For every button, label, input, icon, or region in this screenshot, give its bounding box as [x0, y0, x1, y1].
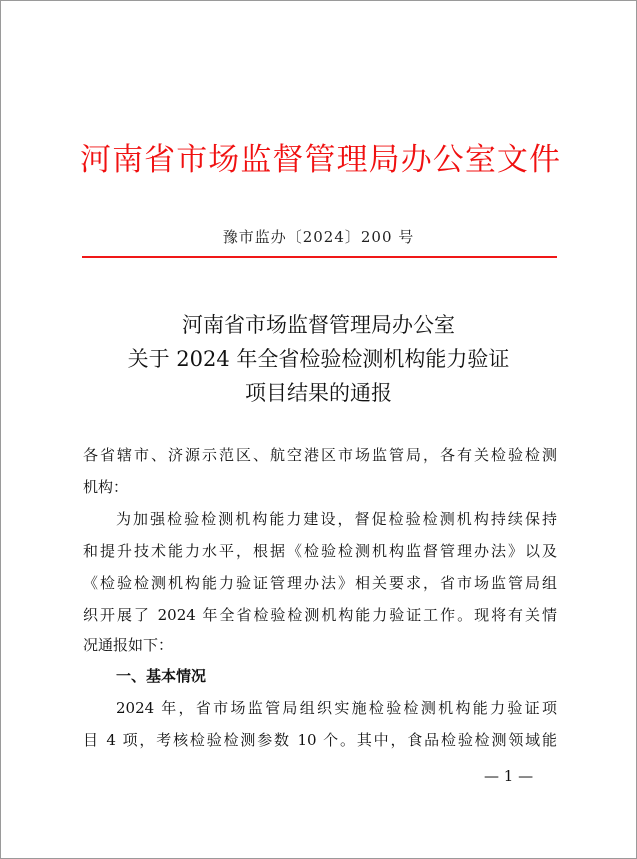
body-line: 织开展了 2024 年全省检验检测机构能力验证工作。现将有关情: [83, 606, 557, 624]
body-line: 《检验检测机构能力验证管理办法》相关要求，省市场监管局组: [83, 574, 557, 592]
page-number: — 1 —: [484, 767, 534, 785]
body-line: 况通报如下：: [83, 636, 174, 654]
title-line-3: 项目结果的通报: [245, 381, 392, 405]
body-line: 和提升技术能力水平，根据《检验检测机构监督管理办法》以及: [83, 542, 557, 560]
body-line: 各省辖市、济源示范区、航空港区市场监管局，各有关检验检测: [83, 446, 557, 464]
title-line-1: 河南省市场监督管理局办公室: [182, 313, 455, 337]
title-line-2: 关于 2024 年全省检验检测机构能力验证: [127, 347, 510, 371]
red-divider: [82, 256, 557, 258]
body-line: 目 4 项，考核检验检测参数 10 个。其中，食品检验检测领域能: [83, 731, 557, 749]
body-line: 为加强检验检测机构能力建设，督促检验检测机构持续保持: [116, 510, 557, 528]
section-heading: 一、基本情况: [116, 667, 207, 685]
body-line: 2024 年，省市场监管局组织实施检验检测机构能力验证项: [116, 699, 557, 717]
issuer-title: 河南省市场监督管理局办公室文件: [80, 142, 560, 178]
body-line: 机构：: [83, 478, 129, 496]
document-number: 豫市监办〔2024〕200 号: [222, 228, 415, 246]
